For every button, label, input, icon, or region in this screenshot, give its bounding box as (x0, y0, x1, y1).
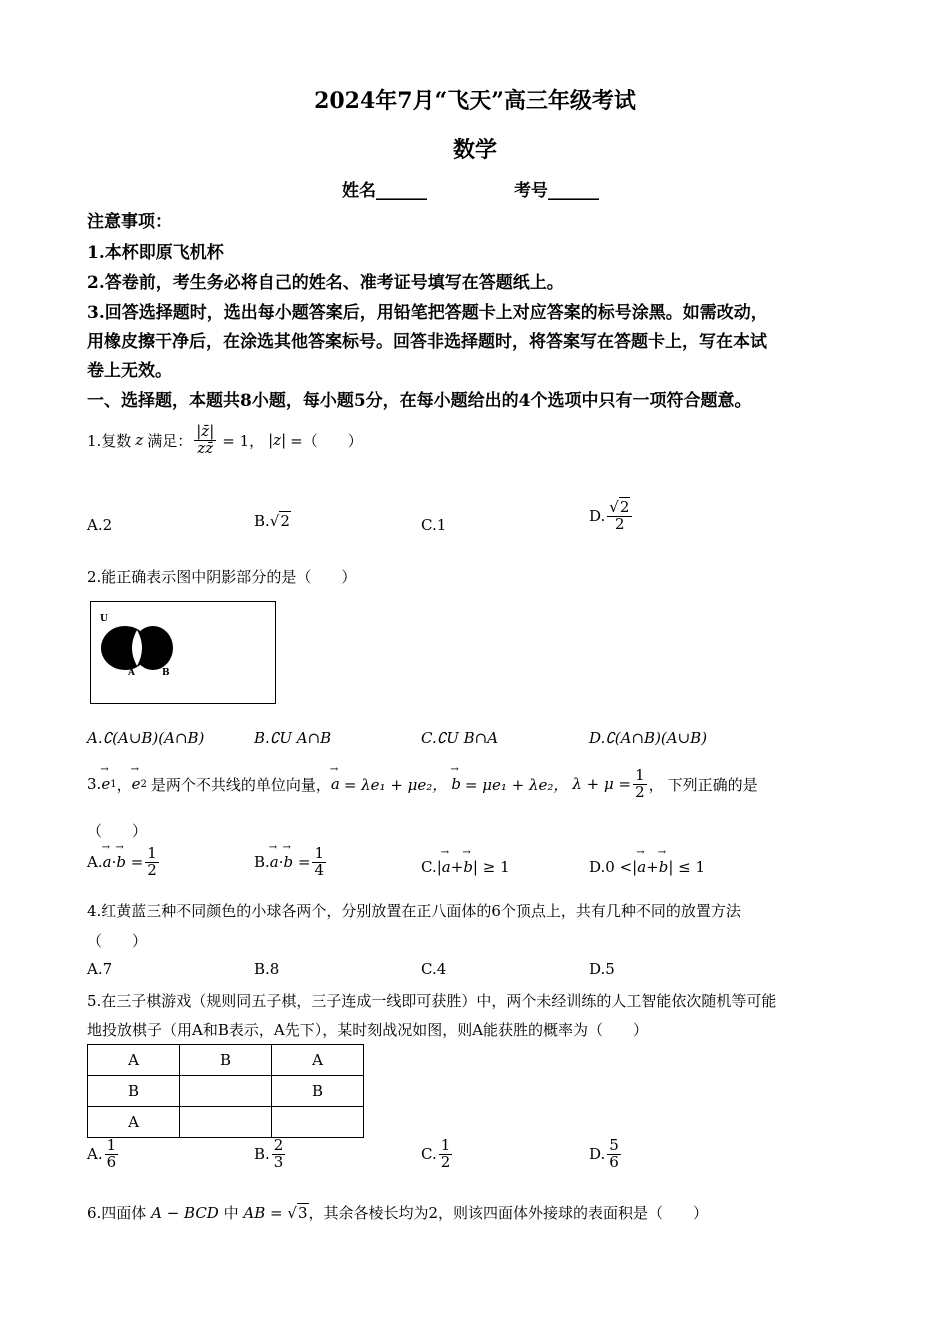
note-item: 3.回答选择题时，选出每小题答案后，用铅笔把答题卡上对应答案的标号涂黑。如需改动， (87, 303, 768, 323)
board-cell: B (180, 1045, 272, 1076)
q1-option-a: A.2 (87, 516, 113, 534)
q5-opt-c-num: 1 (440, 1136, 451, 1154)
board-cell: B (88, 1076, 180, 1107)
q1-option-d (589, 500, 634, 533)
q5-option-c (421, 1138, 454, 1171)
q3-opt-a-den: 2 (147, 860, 157, 879)
note-item: 卷上无效。 (87, 361, 172, 381)
q5-opt-d-label: D. (589, 1145, 606, 1164)
q3-option-c: C.|→ a+→ b| ≥ 1 (421, 858, 510, 876)
subject-title: 数学 (452, 137, 497, 163)
q1-tail: =（ ） (290, 431, 363, 450)
q3-option-b: B. → a · → b = $\frac{1}{4}$ (254, 846, 328, 879)
q5-opt-b-label: B. (254, 1145, 270, 1164)
q5-option-a (87, 1138, 120, 1171)
q1-option-b-label: B. (254, 512, 270, 530)
q5-opt-c-den: 2 (440, 1152, 451, 1171)
q3-tail: 下列正确的是 (667, 775, 758, 794)
q1-d-den: 2 (615, 514, 625, 533)
q2-option-d: D.∁(A∩B)(A∪B) (589, 729, 708, 747)
q5-option-d (589, 1138, 623, 1171)
q3-opt-d-label: D.0 < (589, 858, 633, 876)
question-4: 4.红黄蓝三种不同颜色的小球各两个，分别放置在正八面体的6个顶点上，共有几种不同的放置方法 (87, 902, 741, 920)
q5-opt-b-den: 3 (273, 1152, 284, 1171)
board-row (88, 1045, 364, 1076)
q6-rad: 3 (297, 1204, 308, 1222)
q4-option-b: B.8 (254, 960, 280, 978)
q4-paren: （ ） (87, 932, 148, 950)
board-cell: B (272, 1076, 364, 1107)
q6-tail: ，其余各棱长均为2，则该四面体外接球的表面积是（ ） (308, 1204, 709, 1222)
note-item: 2.答卷前，考生务必将自己的姓名、准考证号填写在答题纸上。 (87, 273, 564, 293)
tic-tac-toe-board (87, 1044, 364, 1138)
q6-tetrahedron: A − BCD (151, 1204, 219, 1222)
board-row (88, 1107, 364, 1138)
q5-opt-c-label: C. (421, 1145, 437, 1164)
q3-option-d: D.0 <|→ a+→ b| ≤ 1 (589, 858, 705, 876)
question-6: 6.四面体 A − BCD 中 AB = √3，其余各棱长均为2，则该四面体外接球的表面积是（ ） (87, 1204, 709, 1222)
id-field: 考号______ (514, 181, 599, 201)
section-heading: 一、选择题，本题共8小题，每小题5分，在每小题给出的4个选项中只有一项符合题意。 (87, 391, 752, 411)
q1-option-b: B.√2 (254, 512, 290, 530)
q3-opt-d-tail: ≤ 1 (678, 858, 706, 876)
venn-diagram (90, 601, 276, 704)
q3-e2: → e (132, 775, 141, 793)
q5-opt-a-num: 1 (106, 1136, 117, 1154)
question-1 (87, 424, 363, 457)
q2-option-a: A.∁(A∪B)(A∩B) (87, 729, 205, 747)
q4-option-d: D.5 (589, 960, 615, 978)
board-cell: A (272, 1045, 364, 1076)
board-cell: A (88, 1045, 180, 1076)
q3-frac-num: 1 (635, 766, 645, 784)
q1-option-c: C.1 (421, 516, 447, 534)
q3-opt-b-b: → b (284, 853, 294, 871)
q1-d-num: 2 (619, 498, 630, 516)
q5-opt-d-num: 5 (609, 1136, 619, 1154)
q6-prefix: 6.四面体 (87, 1204, 147, 1222)
note-item: 1.本杯即原飞机杯 (87, 243, 224, 263)
q5-opt-b-num: 2 (273, 1136, 284, 1154)
q2-option-c: C.∁U B∩A (421, 729, 499, 747)
board-cell: A (88, 1107, 180, 1138)
venn-label-b: B (162, 668, 170, 678)
q1-abs: |z| (268, 431, 287, 450)
q3-a: → a (331, 775, 340, 793)
board-cell (272, 1107, 364, 1138)
q3-opt-b-den: 4 (314, 860, 325, 879)
q3-opt-d-a: → a (637, 858, 646, 876)
q3-lambda-mu: λ + μ = (572, 775, 632, 794)
q3-opt-c-b: → b (463, 858, 473, 876)
q3-opt-b-num: 1 (314, 844, 325, 862)
q3-opt-a-num: 1 (147, 844, 157, 862)
q3-eq-a: = λe₁ + μe₂， (343, 775, 448, 794)
q3-opt-a-a: → a (103, 853, 112, 871)
q1-fraction (194, 424, 216, 457)
q1-option-d-label: D. (589, 507, 606, 526)
q5-opt-d-den: 6 (609, 1152, 619, 1171)
q1-prefix: 1.复数 (87, 431, 132, 450)
q6-ab: AB = (243, 1204, 283, 1222)
q3-opt-d-b: → b (659, 858, 669, 876)
q3-opt-a-label: A. (87, 853, 103, 872)
q3-opt-b-label: B. (254, 853, 270, 872)
q5-opt-a-label: A. (87, 1145, 103, 1164)
q5-opt-a-den: 6 (106, 1152, 117, 1171)
q6-mid: 中 (223, 1204, 239, 1222)
q3-prefix: 3. (87, 775, 102, 794)
q3-option-a: A. → a · → b = $\frac{1}{2}$ (87, 846, 161, 879)
q1-frac-num: |z̄| (196, 422, 215, 440)
name-field: 姓名______ (342, 181, 427, 201)
board-row (88, 1076, 364, 1107)
question-2: 2.能正确表示图中阴影部分的是（ ） (87, 568, 357, 586)
question-3: 3. → e 1 ， → e 2 是两个不共线的单位向量， → a = λe₁ + μe₂， → b = μe₁ + λe₂， λ + μ = $\frac{1}{2}$ ， 下列正确的是 (87, 768, 758, 801)
venn-svg (91, 602, 275, 703)
note-item: 用橡皮擦干净后，在涂选其他答案标号。回答非选择题时，将答案写在答题卡上，写在本试 (87, 332, 767, 352)
q3-e1: → e (101, 775, 110, 793)
q3-opt-c-label: C. (421, 858, 437, 876)
question-5-line-1: 5.在三子棋游戏（规则同五子棋，三子连成一线即可获胜）中，两个未经训练的人工智能依次随机等可能 (87, 992, 777, 1010)
venn-label-u: U (100, 614, 108, 624)
q2-option-b: B.∁U A∩B (254, 729, 332, 747)
q1-eq: = 1， (222, 431, 265, 450)
q3-frac-den: 2 (635, 782, 645, 801)
board-cell (180, 1107, 272, 1138)
q3-eq-b: = μe₁ + λe₂， (464, 775, 569, 794)
q1-option-d-frac: $\frac{√2}{2}$ (607, 500, 632, 533)
q3-b: → b (451, 775, 461, 793)
q4-option-c: C.4 (421, 960, 447, 978)
q3-opt-a-b: → b (116, 853, 126, 871)
q3-opt-b-a: → a (270, 853, 279, 871)
q1-frac-den: zz̄ (197, 438, 214, 457)
q3-opt-c-tail: ≥ 1 (482, 858, 510, 876)
q3-paren: （ ） (87, 822, 148, 840)
exam-title: 2024年7月“飞天”高三年级考试 (314, 88, 636, 114)
q1-var: z (135, 431, 144, 450)
q4-option-a: A.7 (87, 960, 113, 978)
notes-heading: 注意事项： (87, 212, 172, 232)
q3-opt-c-a: → a (442, 858, 451, 876)
q3-stem-mid: 是两个不共线的单位向量， (150, 775, 331, 794)
q3-frac (633, 768, 647, 801)
q5-option-b (254, 1138, 287, 1171)
q1-mid: 满足： (147, 431, 193, 450)
question-5-line-2: 地投放棋子（用A和B表示，A先下），某时刻战况如图，则A能获胜的概率为（ ） (87, 1021, 649, 1039)
board-cell (180, 1076, 272, 1107)
venn-label-a: A (128, 668, 135, 678)
q1-option-b-rad: 2 (280, 512, 290, 530)
